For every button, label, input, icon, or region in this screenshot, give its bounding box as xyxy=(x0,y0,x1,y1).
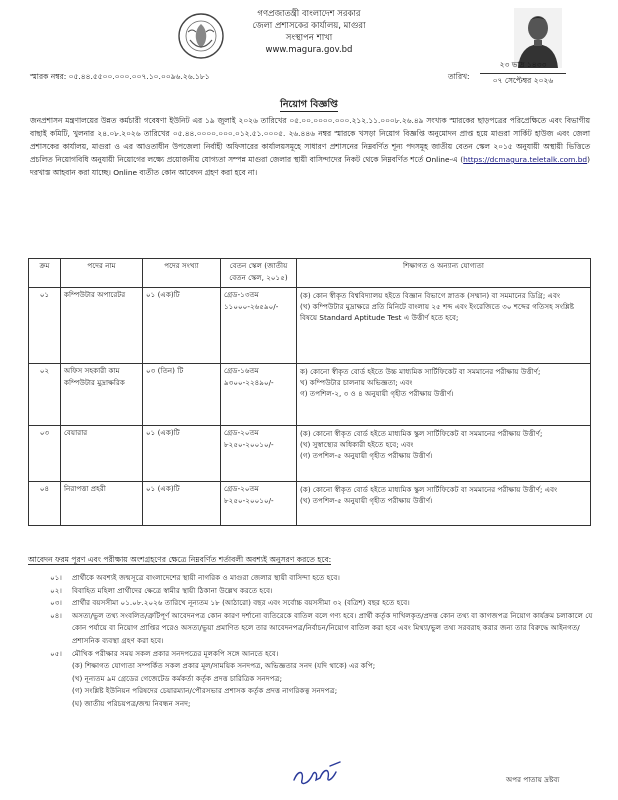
posts-table xyxy=(28,258,591,526)
table-row xyxy=(29,364,591,426)
row-count: ০৩ (তিন) টি xyxy=(143,364,221,426)
qualification-item: গ) তপশিল-২, ৩ ও ৪ অনুযায়ী গৃহীত পরীক্ষায় উত্তীর্ণ। xyxy=(300,389,454,398)
header-post-name: পদের নাম xyxy=(61,259,143,288)
row-scale xyxy=(221,364,297,426)
row-scale xyxy=(221,426,297,482)
section-name: সংস্থাপন শাখা xyxy=(285,33,333,43)
row-scale-grade: গ্রেড-২০তম xyxy=(224,428,259,437)
item-number: ০৩। xyxy=(50,598,62,608)
instructions-heading-text: আবেদন ফরম পূরণ এবং পরীক্ষায় অংশগ্রহণের ক্ষেত্রে নিম্নবর্ণিত শর্তাবলী অবশ্যই অনুসরণ করতে হবে: xyxy=(28,555,332,564)
item-number: ০৫। xyxy=(50,648,62,658)
header-serial: ক্রম xyxy=(29,259,61,288)
header-post-count: পদের সংখ্যা xyxy=(143,259,221,288)
see-other-page-note: অপর পাতায় দ্রষ্টব্য xyxy=(506,775,560,784)
qualification-item: খ) কম্পিউটার চালনায় অভিজ্ঞতা; এবং xyxy=(300,378,413,387)
row-scale xyxy=(221,288,297,364)
notice-title xyxy=(0,98,618,113)
row-post: নিরাপত্তা প্রহরী xyxy=(61,482,143,526)
list-item xyxy=(28,648,593,661)
portrait-image-icon xyxy=(514,8,562,68)
sub-item: (ঘ) জাতীয় পরিচয়পত্র/জন্ম নিবন্ধন সনদ; xyxy=(72,698,191,708)
header-qualification: শিক্ষাগত ও অন্যান্য যোগ্যতা xyxy=(297,259,591,288)
row-count: ০১ (এক)টি xyxy=(143,288,221,364)
item-number: ০২। xyxy=(50,585,62,595)
row-scale-grade: গ্রেড-১৩তম xyxy=(224,290,259,299)
row-scale-range: ৯৩০০-২২৪৯০/- xyxy=(224,378,274,387)
header-pay-scale: বেতন স্কেল (জাতীয় বেতন স্কেল, ২০১৫) xyxy=(221,259,297,288)
qualification-item: (খ) সুস্বাস্থ্যের অধিকারী হইতে হবে; এবং xyxy=(300,440,414,449)
row-qualification xyxy=(297,288,591,364)
row-scale xyxy=(221,482,297,526)
application-link[interactable]: https://dcmagura.teletalk.com.bd xyxy=(463,155,588,164)
list-item xyxy=(28,597,593,610)
row-scale-range: ৮২৫০-২০০১০/- xyxy=(224,496,274,505)
item-text: প্রার্থীকে অবশ্যই জন্মসূত্রে বাংলাদেশের স্থায়ী নাগরিক ও মাগুরা জেলার স্থায়ী বাসিন্দা হতে হবে। xyxy=(72,573,340,582)
memo-number xyxy=(30,72,210,84)
row-serial: ০৪ xyxy=(29,482,61,526)
qualification-item: ক) কোনো স্বীকৃত বোর্ড হইতে উচ্চ মাধ্যমিক সার্টিফিকেট বা সমমানের পরীক্ষায় উত্তীর্ণ; xyxy=(300,367,541,376)
qualification-item: (ক) কোনো স্বীকৃত বোর্ড হইতে মাধ্যমিক স্কুল সার্টিফিকেট বা সমমানের পরীক্ষায় উত্তীর্ণ; এবং xyxy=(300,485,558,494)
sub-item: (ক) শিক্ষাগত যোগ্যতা সম্পর্কিত সকল প্রকার মূল/সাময়িক সনদপত্র, অভিজ্ঞতার সনদ (যদি থাকে) এর কপি; xyxy=(72,661,376,671)
item-number: ০৪। xyxy=(50,610,62,620)
row-scale-grade: গ্রেড-২০তম xyxy=(224,484,259,493)
row-serial: ০১ xyxy=(29,288,61,364)
instructions-list xyxy=(28,572,593,711)
memo-value: ০৫.৪৪.৫৫০০.০০০.০০৭.১০.০০৯৬.২৬.১৮১ xyxy=(68,72,210,81)
qualification-item: (ক) কোন স্বীকৃত বিশ্ববিদ্যালয় হইতে বিজ্ঞান বিভাগে স্নাতক (সম্মান) বা সমমানের ডিগ্রি; এবং xyxy=(300,291,561,300)
row-serial: ০৩ xyxy=(29,426,61,482)
table-header-row xyxy=(29,259,591,288)
row-count: ০১ (এক)টি xyxy=(143,426,221,482)
table-row xyxy=(29,426,591,482)
intro-paragraph xyxy=(30,114,590,179)
qualification-item: (খ) তপশিল-৫ অনুযায়ী গৃহীত পরীক্ষায় উত্তীর্ণ। xyxy=(300,496,433,505)
item-text: বিবাহিত মহিলা প্রার্থীদের ক্ষেত্রে স্বামীর স্থায়ী ঠিকানা উল্লেখ করতে হবে। xyxy=(72,585,273,595)
intro-text-1: জনপ্রশাসন মন্ত্রণালয়ের উন্নত কর্মচারী গবেষণা ইউনিট এর ১৯ জুলাই ২০২৬ তারিখের ০৫.০০.০০০০.০০০.২১২.১১.০০০৮.২৬.৪৯ সংখ্যক স্মারকের ছাড়পত্রের পরিপ্রেক্ষিতে এবং বিভাগীয় বাছাই কমিটি, খুলনার ২৪.০৮.২০২৬ তারিখের ০৫.৪৪.০০০০.০০০.০১২.৫১.০০০৫. ২৬.৪৪৬ নম্বর স্মারকে খসড়া নিয়োগ বিজ্ঞপ্তি অনুমোদন প্রাপ্ত হয়ে মাগুরা সার্কিট হাউজ এবং জেলা প্রশাসকের কার্যালয়, মাগুরা ও এর আওতাধীন উপজেলা নির্বাহী অফিসারের কার্যালয়সমূহে সাধারণ প্রশাসনের নিম্নবর্ণিত শূন্য পদসমূহ জাতীয় বেতন স্কেল ২০১৫ অনুযায়ী অস্থায়ী ভিত্তিতে প্রচলিত নিয়োগবিধি অনুযায়ী নিয়োগের লক্ষ্যে প্রয়োজনীয় যোগ্যতা সম্পন্ন মাগুরা জেলার স্থায়ী বাসিন্দাদের নিকট থেকে নিম্নবর্ণিত শর্তে Online-এ ( xyxy=(30,116,590,164)
notice-title-text: নিয়োগ বিজ্ঞপ্তি xyxy=(280,99,338,110)
item-text: অসত্য/ভুল তথ্য সংবলিত/ত্রুটিপূর্ণ আবেদনপত্র কোন কারণ দর্শানো ব্যতিরেকে বাতিল বলে গণ্য হবে। প্রার্থী কর্তৃক দাখিলকৃত/প্রদত্ত কোন তথ্য বা কাগজপত্র নিয়োগ কার্যক্রম চলাকালে যে কোন পর্যায়ে বা নিয়োগ প্রাপ্তির পরেও অসত্য/ভুয়া প্রমাণিত হলে তার আবেদনপত্র/নির্বাচন/নিয়োগ বাতিল করা হবে এবং মিথ্যা/ভুল তথ্য সরবরাহ করার জন্য তার বিরুদ্ধে আইনগত/প্রশাসনিক ব্যবস্থা গ্রহণ করা হবে। xyxy=(72,610,593,645)
qualification-item: (খ) কম্পিউটার মুদ্রাক্ষরে প্রতি মিনিটে বাংলায় ২৫ শব্দ এবং ইংরেজিতে ৩০ শব্দের গতিসহ সংশ্লিষ্ট বিষয়ে Standard Aptitude Test এ উত্তীর্ণ হতে হবে; xyxy=(300,302,575,322)
memo-label: স্মারক নম্বর: xyxy=(30,72,67,81)
row-scale-grade: গ্রেড-১৬তম xyxy=(224,366,259,375)
intro-text-2: ) দরখাস্ত আহবান করা যাচ্ছে। Online ব্যতীত কোন আবেদন গ্রহণ করা হবে না। xyxy=(30,155,590,177)
row-post: অফিস সহকারী কাম কম্পিউটার মুদ্রাক্ষরিক xyxy=(61,364,143,426)
table-row xyxy=(29,482,591,526)
signature-icon xyxy=(290,758,350,788)
item-number: ০১। xyxy=(50,573,62,582)
list-item xyxy=(28,585,593,598)
list-item xyxy=(28,572,593,585)
row-qualification xyxy=(297,482,591,526)
row-post: বেয়ারার xyxy=(61,426,143,482)
row-qualification xyxy=(297,426,591,482)
instructions-heading xyxy=(28,554,331,567)
date-bangla: ২৩ ভাদ্র ১৪৩৩ xyxy=(480,60,566,74)
row-post: কম্পিউটার অপারেটর xyxy=(61,288,143,364)
row-scale-range: ১১০০০-২৬৫৯০/- xyxy=(224,302,279,311)
website-link[interactable]: www.magura.gov.bd xyxy=(265,45,353,55)
list-item xyxy=(28,610,593,648)
item-text: মৌখিক পরীক্ষার সময় সকল প্রকার সনদপত্রের মূলকপি সঙ্গে আনতে হবে। xyxy=(72,648,279,658)
qualification-item: (ক) কোনো স্বীকৃত বোর্ড হইতে মাধ্যমিক স্কুল সার্টিফিকেট বা সমমানের পরীক্ষায় উত্তীর্ণ; xyxy=(300,429,543,438)
item-text: প্রার্থীর বয়সসীমা ০১.০৮.২০২৬ তারিখে নূন্যতম ১৮ (আঠারো) বছর এবং সর্বোচ্চ বয়সসীমা ৩২ (বত্রিশ) বছর হতে হবে। xyxy=(72,598,410,608)
table-row xyxy=(29,288,591,364)
issue-date xyxy=(448,60,566,88)
row-qualification xyxy=(297,364,591,426)
sub-item: (খ) নূন্যতম ৯ম গ্রেডের গেজেটেড কর্মকর্তা কর্তৃক প্রদত্ত চারিত্রিক সনদপত্র; xyxy=(72,673,283,683)
date-english: ০৭ সেপ্টেম্বর ২০২৬ xyxy=(492,76,554,85)
govt-name: গণপ্রজাতন্ত্রী বাংলাদেশ সরকার xyxy=(257,9,361,19)
row-scale-range: ৮২৫০-২০০১০/- xyxy=(224,440,274,449)
office-name: জেলা প্রশাসকের কার্যালয়, মাগুরা xyxy=(252,21,366,31)
sub-item: (গ) সংশ্লিষ্ট ইউনিয়ন পরিষদের চেয়ারম্যান/পৌরসভার প্রশাসক কর্তৃক প্রদত্ত নাগরিকত্ব সনদপত্র; xyxy=(72,686,338,696)
qualification-item: (গ) তপশিল-৫ অনুযায়ী গৃহীত পরীক্ষায় উত্তীর্ণ। xyxy=(300,451,433,460)
row-count: ০১ (এক)টি xyxy=(143,482,221,526)
row-serial: ০২ xyxy=(29,364,61,426)
date-label: তারিখ: xyxy=(448,72,470,81)
